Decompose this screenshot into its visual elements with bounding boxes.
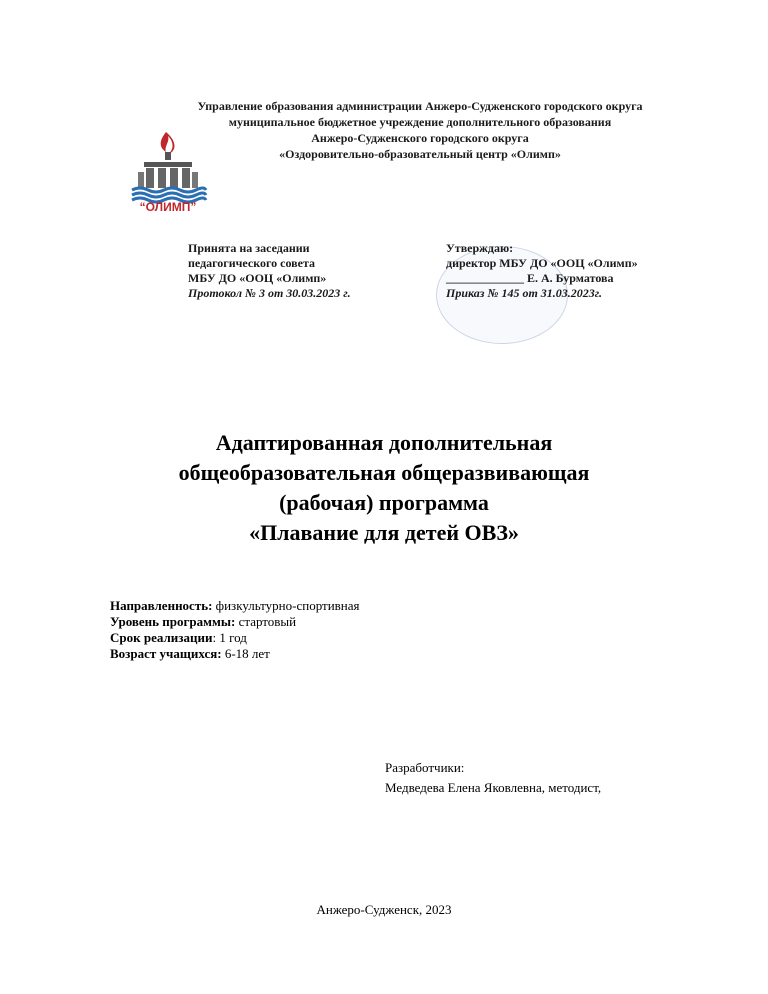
adopted-protocol: Протокол № 3 от 30.03.2023 г.	[188, 286, 351, 300]
approved-line: директор МБУ ДО «ООЦ «Олимп»	[446, 256, 638, 270]
program-params	[110, 598, 360, 662]
header-line: Управление образования администрации Анжеро-Судженского городского округа	[197, 99, 643, 113]
title-line: общеобразовательная общеразвивающая	[178, 460, 590, 485]
developer-name: Медведева Елена Яковлевна, методист,	[385, 780, 602, 795]
param-direction: Направленность: физкультурно-спортивная	[110, 598, 360, 613]
param-duration: Срок реализации: 1 год	[110, 630, 247, 645]
adopted-line: МБУ ДО «ООЦ «Олимп»	[188, 271, 327, 285]
adopted-line: Принята на заседании	[188, 241, 310, 255]
developers	[385, 758, 601, 798]
title-line: Адаптированная дополнительная	[215, 430, 553, 455]
approved-order: Приказ № 145 от 31.03.2023г.	[446, 286, 603, 300]
approved-block	[446, 241, 638, 301]
param-level: Уровень программы: стартовый	[110, 614, 297, 629]
approved-signature: _____________ Е. А. Бурматова	[446, 271, 614, 285]
header-line: Анжеро-Судженского городского округа	[311, 131, 529, 145]
city-year: Анжеро-Судженск, 2023	[316, 902, 452, 917]
developers-label: Разработчики:	[385, 760, 465, 775]
approved-line: Утверждаю:	[446, 241, 514, 255]
title-line: «Плавание для детей ОВЗ»	[249, 520, 519, 545]
adopted-block	[188, 241, 351, 301]
program-title	[0, 428, 768, 548]
title-line: (рабочая) программа	[279, 490, 489, 515]
header-line: «Оздоровительно-образовательный центр «Олимп»	[279, 147, 561, 161]
adopted-line: педагогического совета	[188, 256, 316, 270]
param-age: Возраст учащихся: 6-18 лет	[110, 646, 270, 661]
logo-text: “ОЛИМП”	[139, 200, 197, 214]
institution-header	[150, 98, 690, 162]
header-line: муниципальное бюджетное учреждение дополнительного образования	[228, 115, 612, 129]
